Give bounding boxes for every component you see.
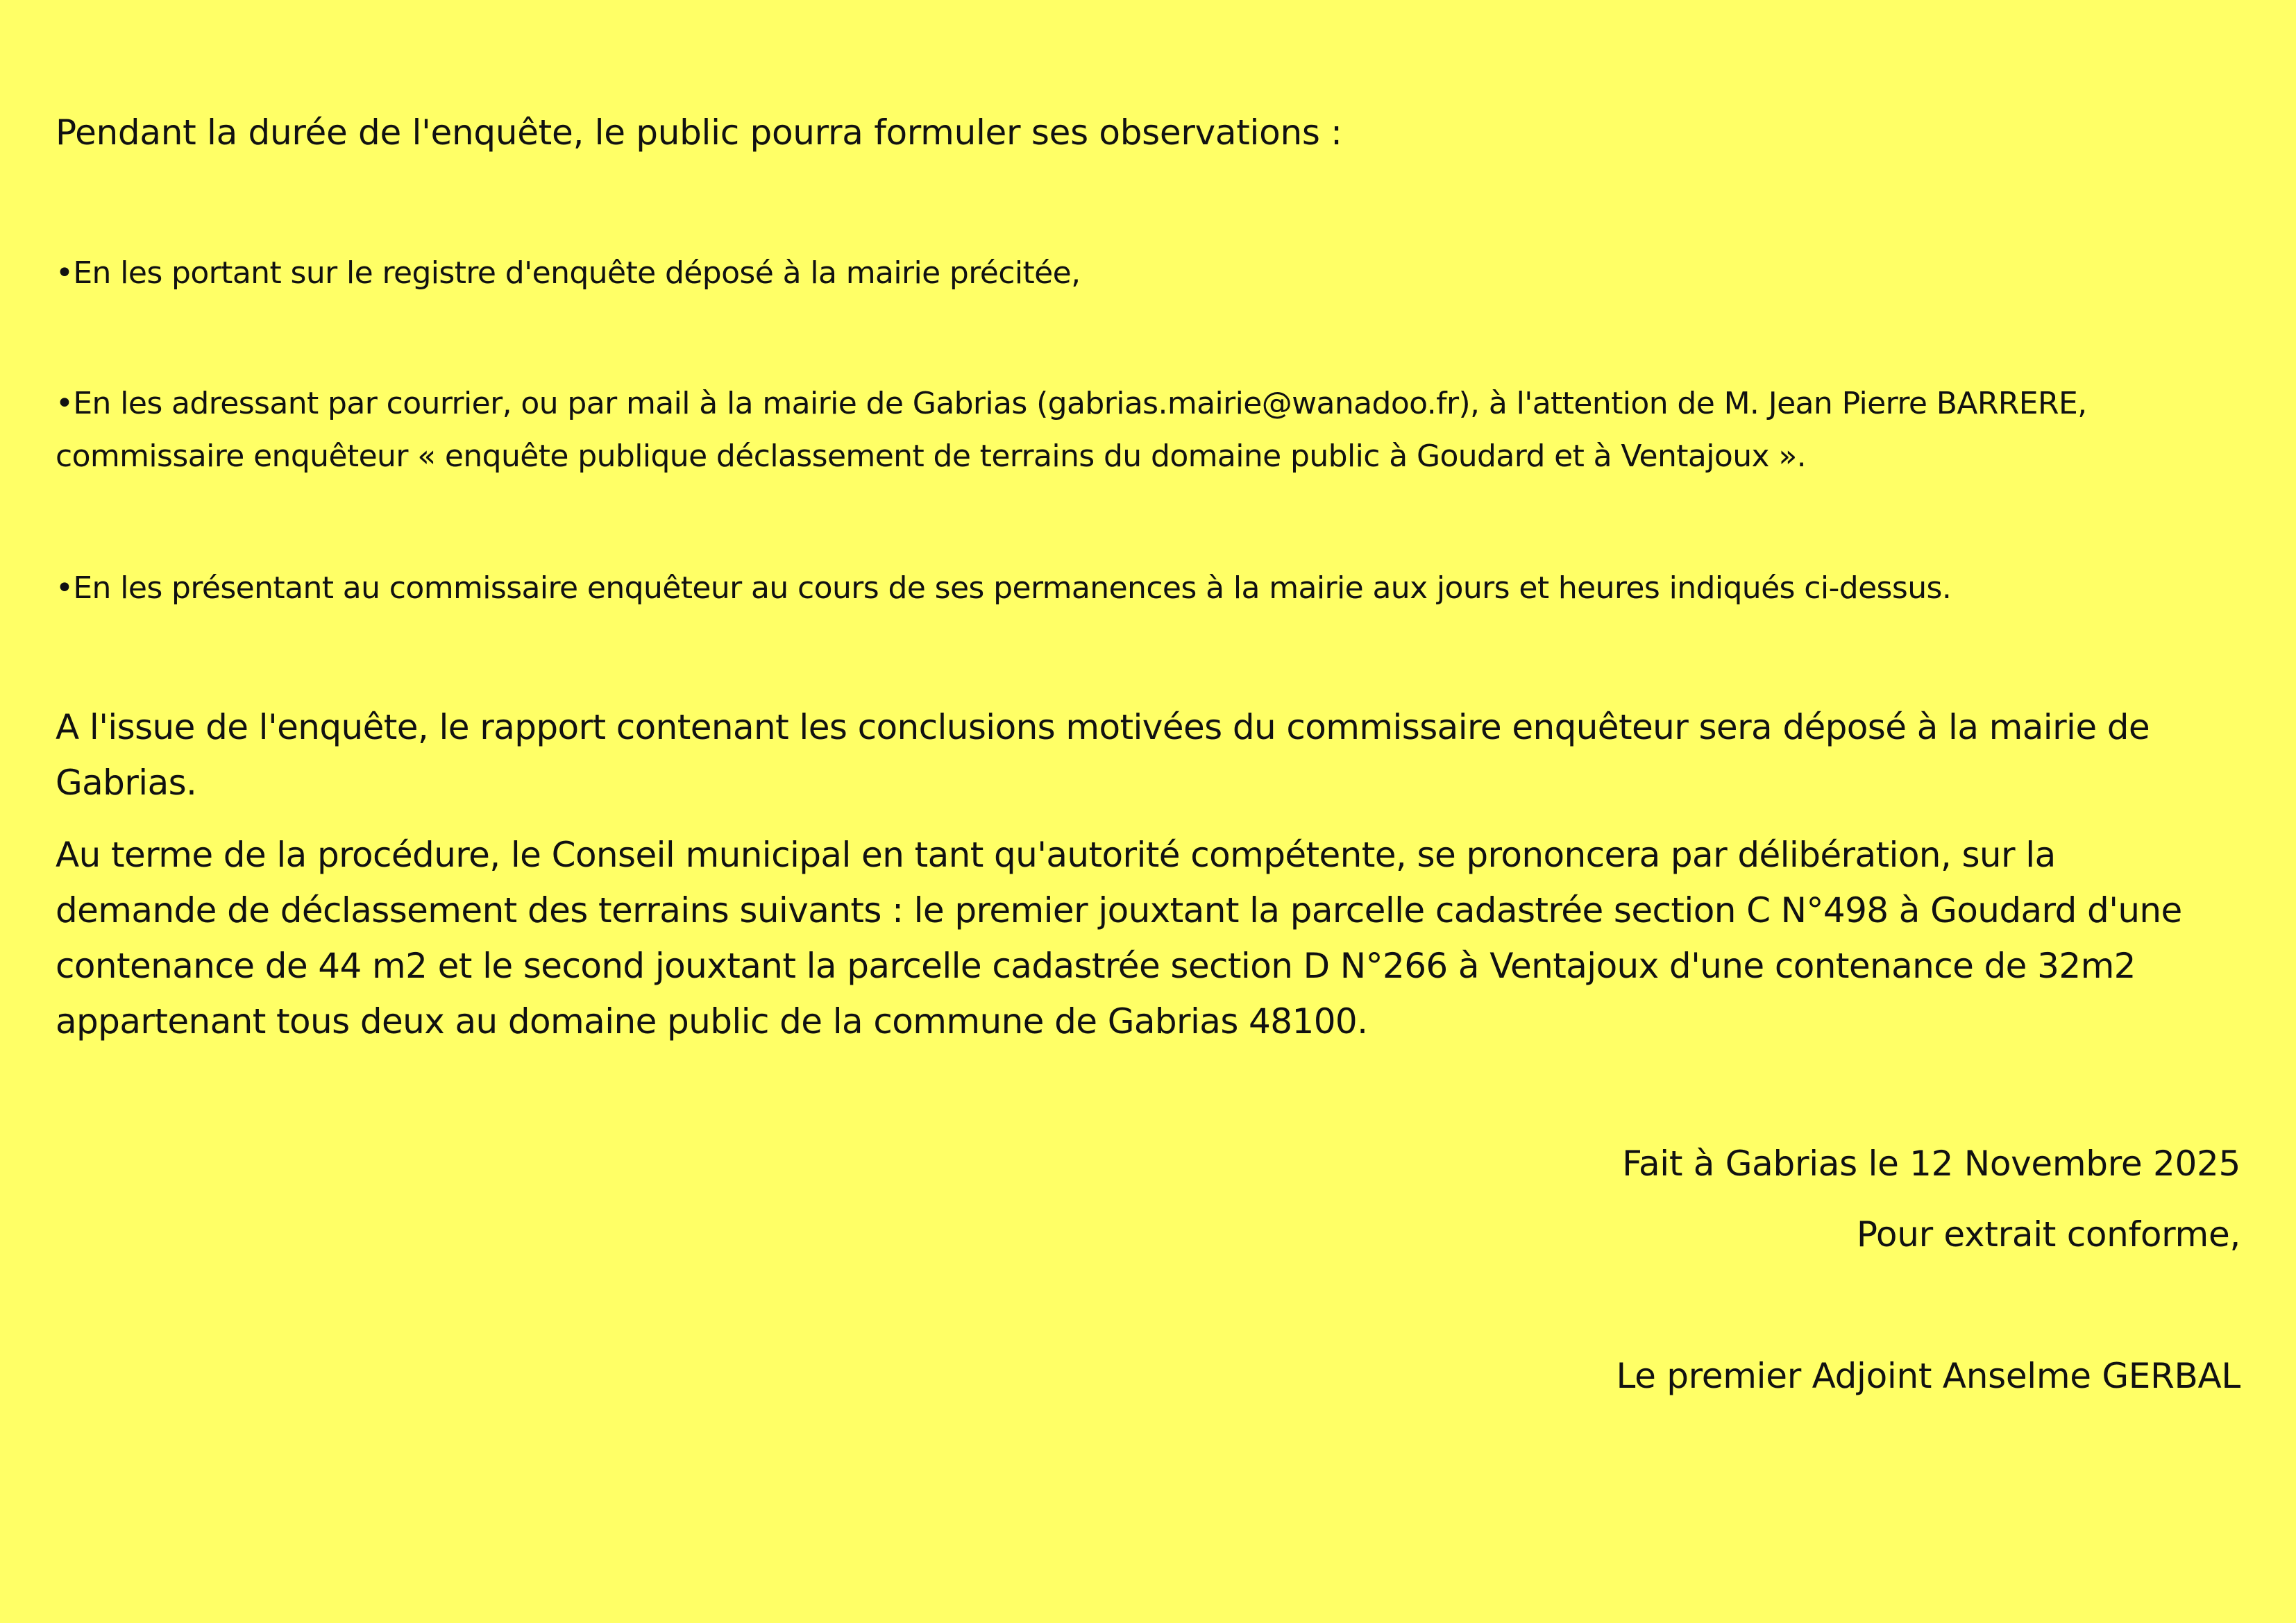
signature-signatory	[1616, 1356, 2240, 1396]
bullet-courrier-line-2: commissaire enquêteur « enquête publique déclassement de terrains du domaine public à Goudard et à Ventajoux ».	[56, 439, 1807, 474]
signatory-text: Le premier Adjoint Anselme GERBAL	[1616, 1356, 2240, 1396]
terme-line-3: contenance de 44 m2 et le second jouxtant la parcelle cadastrée section D N°266 à Ventajoux d'une contenance de 32m2	[56, 946, 2136, 986]
issue-paragraph	[56, 699, 2150, 810]
bullet-permanences-text: •En les présentant au commissaire enquêteur au cours de ses permanences à la mairie aux jours et heures indiqués ci-dessus.	[56, 570, 1952, 606]
bullet-registre	[56, 247, 1080, 300]
terme-paragraph	[56, 827, 2182, 1049]
bullet-courrier-line-1: •En les adressant par courrier, ou par mail à la mairie de Gabrias (gabrias.mairie@wanadoo.fr), à l'attention de M. Jean Pierre BARRERE,	[56, 386, 2087, 421]
place-date-text: Fait à Gabrias le 12 Novembre 2025	[1622, 1144, 2240, 1184]
terme-line-1: Au terme de la procédure, le Conseil municipal en tant qu'autorité compétente, se prononcera par délibération, sur la	[56, 835, 2056, 875]
bullet-courrier	[56, 377, 2087, 483]
terme-line-2: demande de déclassement des terrains suivants : le premier jouxtant la parcelle cadastrée section C N°498 à Goudard d'une	[56, 890, 2182, 931]
bullet-permanences	[56, 562, 1951, 615]
issue-line-2: Gabrias.	[56, 763, 197, 803]
issue-line-1: A l'issue de l'enquête, le rapport contenant les conclusions motivées du commissaire enquêteur sera déposé à la mairie de	[56, 707, 2150, 747]
signature-extract	[1857, 1214, 2240, 1255]
intro-text: Pendant la durée de l'enquête, le public pourra formuler ses observations :	[56, 112, 1342, 153]
intro-paragraph	[56, 112, 1342, 153]
terme-line-4: appartenant tous deux au domaine public de la commune de Gabrias 48100.	[56, 1001, 1368, 1042]
signature-place-date	[1622, 1144, 2240, 1184]
extract-text: Pour extrait conforme,	[1856, 1214, 2240, 1255]
bullet-registre-text: •En les portant sur le registre d'enquête déposé à la mairie précitée,	[56, 255, 1081, 291]
